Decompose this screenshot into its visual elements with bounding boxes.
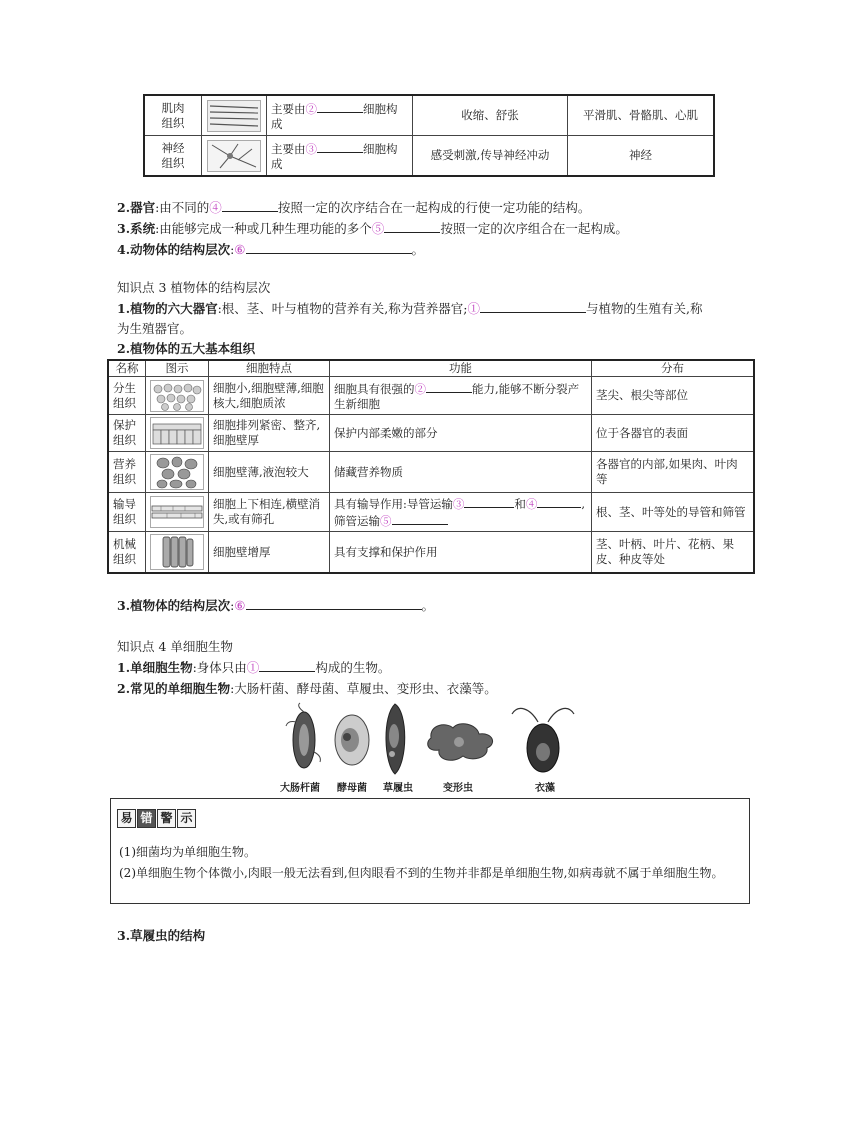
tissue-name: 营养 组织 [108,452,146,493]
fill-blank[interactable] [392,512,448,525]
column-header: 细胞特点 [209,360,330,377]
muscle-tissue-image [207,100,261,132]
item-number: 3 [117,598,126,613]
item-term: 单细胞生物 [130,660,193,675]
badge-char: 示 [177,809,196,828]
tissue-image [146,452,209,493]
tissue-function: 保护内部柔嫩的部分 [330,415,592,452]
item-number: 3 [117,928,126,943]
fill-blank[interactable] [246,241,412,254]
list-item: 1.单细胞生物:身体只由① 构成的生物。 [117,660,391,675]
item-text: :根、茎、叶与植物的营养有关,称为营养器官; [217,301,468,316]
tissue-feature [267,136,413,177]
fill-blank[interactable] [426,380,472,393]
plant-tissue-table [107,359,755,574]
tissue-name: 机械 组织 [108,532,146,574]
item-term: 植物体的结构层次 [130,598,231,613]
table-row [144,95,714,136]
tissue-function: 储藏营养物质 [330,452,592,493]
blank-mark: ⑥ [234,598,246,613]
tissue-image [146,493,209,532]
organism-illustrations [270,700,590,795]
fill-blank[interactable] [480,300,586,313]
tissue-feature: 细胞壁薄,液泡较大 [209,452,330,493]
item-text: : [230,242,235,257]
item-number: 2 [117,200,126,215]
tissue-name: 神经 组织 [144,136,202,177]
organism-label: 酵母菌 [337,783,367,794]
column-header: 名称 [108,360,146,377]
tissue-feature: 细胞壁增厚 [209,532,330,574]
blank-mark: ④ [209,200,222,215]
organism-label: 变形虫 [443,783,473,794]
section-heading: 知识点 3 植物体的结构层次 [117,280,271,295]
table-header-row [108,360,754,377]
meristem-tissue-image [150,380,204,412]
tissue-distribution: 茎尖、根尖等部位 [592,377,755,415]
function-text: 具有输导作用:导管运输 [334,497,453,511]
tissue-function: 感受刺激,传导神经冲动 [413,136,568,177]
tissue-name: 保护 组织 [108,415,146,452]
item-term: 系统 [130,221,156,236]
blank-mark: ④ [525,497,538,511]
tissue-name: 输导 组织 [108,493,146,532]
item-text: 与植物的生殖有关,称 [586,301,703,316]
item-number: 2 [117,681,126,696]
chlamydomonas-image [508,700,578,776]
paramecium-image [380,702,410,776]
organism-label: 大肠杆菌 [280,783,320,794]
item-term: 常见的单细胞生物 [130,681,231,696]
fill-blank[interactable] [317,140,363,153]
column-header: 图示 [146,360,209,377]
animal-structure-items [117,197,628,260]
badge-char: 易 [117,809,136,828]
list-item: 1.植物的六大器官:根、茎、叶与植物的营养有关,称为营养器官;① 与植物的生殖有关,称 [117,301,703,316]
column-header: 分布 [592,360,755,377]
item-text: 。 [411,242,425,257]
item-text: 按照一定的次序组合在一起构成。 [440,221,628,236]
tissue-distribution: 平滑肌、骨骼肌、心肌 [568,95,715,136]
feature-suffix: 细胞构成 [271,101,398,131]
column-header: 功能 [330,360,592,377]
tissue-distribution: 位于各器官的表面 [592,415,755,452]
item-text: :大肠杆菌、酵母菌、草履虫、变形虫、衣藻等。 [230,681,497,696]
tissue-function [330,377,592,415]
list-item: 2.常见的单细胞生物:大肠杆菌、酵母菌、草履虫、变形虫、衣藻等。 [117,681,497,696]
blank-mark: ⑥ [234,242,246,257]
fill-blank[interactable] [384,220,440,233]
tissue-feature [267,95,413,136]
tissue-function: 具有支撑和保护作用 [330,532,592,574]
function-text: 能力,能够不断分裂产生新细胞 [334,381,580,411]
feature-prefix: 主要由 [271,101,306,116]
fill-blank[interactable] [317,100,363,113]
warning-item: (1)细菌均为单细胞生物。 [119,845,256,859]
list-item: 3.植物体的结构层次:⑥ 。 [117,598,435,613]
section-heading: 知识点 4 单细胞生物 [117,639,233,654]
blank-mark: ⑤ [371,221,385,236]
item-text: 为生殖器官。 [117,321,193,336]
item-text: :由不同的 [155,200,210,215]
table-row [108,493,754,532]
item-text: 构成的生物。 [315,660,391,675]
blank-mark: ③ [452,497,465,511]
fill-blank[interactable] [537,495,581,508]
item-text: 按照一定的次序结合在一起构成的行使一定功能的结构。 [277,200,591,215]
blank-mark: ① [246,660,260,675]
yeast-image [332,712,372,768]
tissue-feature: 细胞上下相连,横壁消失,或有筛孔 [209,493,330,532]
list-item: 4.动物体的结构层次:⑥ 。 [117,242,425,257]
table-row [108,532,754,574]
item-term: 植物的六大器官 [130,301,218,316]
item-number: 4 [117,242,126,257]
fill-blank[interactable] [246,597,422,610]
animal-tissue-table [143,94,715,177]
list-item: 3.系统:由能够完成一种或几种生理功能的多个⑤ 按照一定的次序组合在一起构成。 [117,221,628,236]
blank-mark: ② [414,381,426,396]
kp3-section [117,278,747,359]
blank-mark: ⑤ [380,514,392,528]
organism-label: 衣藻 [535,783,555,794]
tissue-distribution: 各器官的内部,如果肉、叶肉等 [592,452,755,493]
item-number: 2 [117,341,126,356]
table-row [108,377,754,415]
function-text: 细胞具有很强的 [334,381,415,396]
conducting-tissue-image [150,496,204,528]
table-row [108,452,754,493]
tissue-name: 分生 组织 [108,377,146,415]
tissue-image [146,415,209,452]
tissue-name: 肌肉 组织 [144,95,202,136]
list-item: 2.器官:由不同的④ 按照一定的次序结合在一起构成的行使一定功能的结构。 [117,200,591,215]
feature-suffix: 细胞构成 [271,141,398,171]
item-term: 草履虫的结构 [130,928,206,943]
tissue-distribution: 根、茎、叶等处的导管和筛管 [592,493,755,532]
item-text: :由能够完成一种或几种生理功能的多个 [155,221,372,236]
function-text: 和 [514,497,526,511]
list-item: 3.草履虫的结构 [117,928,206,943]
error-warning-box [110,798,750,904]
item-number: 3 [117,221,126,236]
tissue-image [202,95,267,136]
blank-mark: ① [467,301,480,316]
organism-label: 草履虫 [383,783,413,794]
nerve-tissue-image [207,140,261,172]
tissue-image [146,532,209,574]
warning-badge [117,809,197,828]
tissue-function: 收缩、舒张 [413,95,568,136]
nutritive-tissue-image [150,454,204,490]
tissue-function: 具有输导作用:导管运输③ 和④ , 筛管运输⑤ [330,493,592,532]
blank-mark: ③ [305,141,317,156]
tissue-distribution: 神经 [568,136,715,177]
mechanical-tissue-image [150,534,204,570]
feature-prefix: 主要由 [271,141,306,156]
fill-blank[interactable] [259,659,315,672]
warning-text [119,842,741,884]
table-row [144,136,714,177]
table-row [108,415,754,452]
function-text: 筛管运输 [334,514,380,528]
list-item: 2.植物体的五大基本组织 [117,341,256,356]
item-term: 动物体的结构层次 [130,242,231,257]
badge-char: 错 [137,809,156,828]
item-number: 1 [117,301,126,316]
tissue-image [202,136,267,177]
fill-blank[interactable] [222,199,278,212]
blank-mark: ② [305,101,317,116]
item-text: :身体只由 [192,660,247,675]
fill-blank[interactable] [464,495,514,508]
badge-char: 警 [157,809,176,828]
amoeba-image [425,718,499,766]
warning-item: (2)单细胞生物个体微小,肉眼一般无法看到,但肉眼看不到的生物并非都是单细胞生物,如病毒就不属于单细胞生物。 [119,866,724,880]
tissue-image [146,377,209,415]
tissue-distribution: 茎、叶柄、叶片、花柄、果皮、种皮等处 [592,532,755,574]
item-number: 1 [117,660,126,675]
item-term: 植物体的五大基本组织 [130,341,256,356]
kp4-section [117,636,497,699]
item-text: 。 [421,598,435,613]
protective-tissue-image [150,417,204,449]
e-coli-image [284,702,324,774]
tissue-feature: 细胞排列紧密、整齐,细胞壁厚 [209,415,330,452]
tissue-feature: 细胞小,细胞壁薄,细胞核大,细胞质浓 [209,377,330,415]
item-term: 器官 [130,200,156,215]
